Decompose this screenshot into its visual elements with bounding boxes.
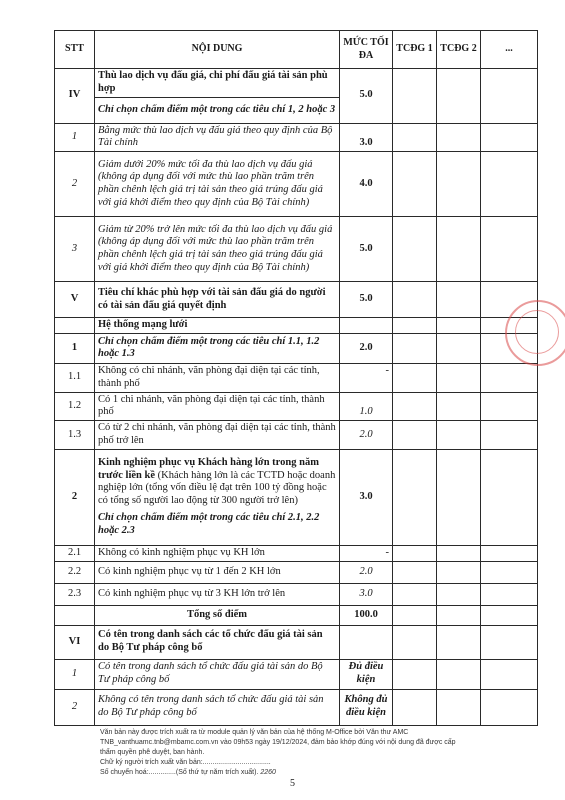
table-row	[55, 333, 538, 363]
row-content: Hệ thống mạng lưới	[95, 318, 340, 334]
row-stt: 1	[55, 333, 95, 363]
header-row	[55, 31, 538, 69]
table-row	[55, 318, 538, 334]
table-row	[55, 625, 538, 659]
row-max: 3.0	[340, 583, 393, 605]
row-max: 5.0	[340, 282, 393, 318]
footer-line-3: thẩm quyền phê duyệt, ban hành.	[100, 749, 205, 756]
row-stt	[55, 605, 95, 625]
row-more	[481, 69, 538, 124]
row-max: 1.0	[340, 392, 393, 421]
row-stt: 1.1	[55, 363, 95, 392]
row-stt: 2.3	[55, 583, 95, 605]
row-content: Chỉ chọn chấm điểm một trong các tiêu chí 1.1, 1.2 hoặc 1.3	[95, 333, 340, 363]
row-stt: 2	[55, 152, 95, 217]
row-stt: 1	[55, 123, 95, 152]
row-max: 3.0	[340, 123, 393, 152]
row-content: Có kinh nghiệm phục vụ từ 1 đến 2 KH lớn	[95, 561, 340, 583]
table-row	[55, 69, 538, 98]
row-stt: 2	[55, 689, 95, 725]
row-content	[95, 449, 340, 545]
total-value: 100.0	[340, 605, 393, 625]
header-tcdg1: TCĐG 1	[393, 31, 437, 69]
row-content: Có tên trong danh sách tổ chức đấu giá tài sản do Bộ Tư pháp công bố	[95, 659, 340, 689]
row-stt: IV	[55, 69, 95, 124]
row-content: Có từ 2 chi nhánh, văn phòng đại diện tại các tỉnh, thành phố trở lên	[95, 421, 340, 450]
row-max: 2.0	[340, 561, 393, 583]
row-max	[340, 625, 393, 659]
row-content: Giảm từ 20% trở lên mức tối đa thù lao dịch vụ đấu giá (không áp dụng đối với mức thù lao phần trăm trên phần chênh lệch giá trị tài sản theo giá trúng đấu giá với giá khởi điểm theo quy định của Bộ Tài chính)	[95, 217, 340, 282]
handwritten-number: 2260	[260, 769, 276, 776]
row-stt: 1.2	[55, 392, 95, 421]
footer-line-5: Số chuyển hoá:..............(Số thứ tự năm trích xuất). 2260	[100, 769, 276, 776]
row-max: 2.0	[340, 333, 393, 363]
row-content: Có 1 chi nhánh, văn phòng đại diện tại các tỉnh, thành phố	[95, 392, 340, 421]
row-stt: 2.1	[55, 545, 95, 561]
table-row	[55, 421, 538, 450]
row-content-sub: Chỉ chọn chấm điểm một trong các tiêu chí 2.1, 2.2 hoặc 2.3	[98, 512, 320, 536]
table-row	[55, 282, 538, 318]
extraction-footer	[100, 728, 456, 778]
table-row	[55, 392, 538, 421]
row-content: Chỉ chọn chấm điểm một trong các tiêu chí 1, 2 hoặc 3	[95, 97, 340, 123]
footer-line-2: TNB_vanthuamc.tnb@mbamc.com.vn vào 09h53 ngày 19/12/2024, đảm bảo khớp đúng với nội dung đã được cấp	[100, 739, 456, 746]
row-stt: 1	[55, 659, 95, 689]
row-tcdg2	[437, 69, 481, 124]
row-max: -	[340, 545, 393, 561]
row-stt: 1.3	[55, 421, 95, 450]
row-max: 5.0	[340, 69, 393, 124]
row-max: Không đủ điều kiện	[340, 689, 393, 725]
row-content: Có tên trong danh sách các tổ chức đấu giá tài sản do Bộ Tư pháp công bố	[95, 625, 340, 659]
row-stt: V	[55, 282, 95, 318]
header-stt: STT	[55, 31, 95, 69]
row-stt: 3	[55, 217, 95, 282]
table-row	[55, 583, 538, 605]
row-max: 3.0	[340, 449, 393, 545]
row-content: Tiêu chí khác phù hợp với tài sản đấu giá do người có tài sản đấu giá quyết định	[95, 282, 340, 318]
row-stt: VI	[55, 625, 95, 659]
header-tcdg2: TCĐG 2	[437, 31, 481, 69]
total-label: Tổng số điểm	[95, 605, 340, 625]
row-max: Đủ điều kiện	[340, 659, 393, 689]
row-content-bold: Kinh nghiệm phục vụ Khách hàng lớn trong năm trước liền kề	[98, 456, 319, 481]
row-stt: 2.2	[55, 561, 95, 583]
table-row	[55, 545, 538, 561]
row-stt: 2	[55, 449, 95, 545]
footer-line-1: Văn bản này được trích xuất ra từ module quản lý văn bản của hệ thống M-Office bởi Văn thư AMC	[100, 729, 409, 736]
row-stt	[55, 318, 95, 334]
header-more: ...	[481, 31, 538, 69]
row-max: 2.0	[340, 421, 393, 450]
row-max: -	[340, 363, 393, 392]
red-seal-stamp	[505, 300, 565, 366]
page-number: 5	[290, 778, 295, 789]
table-row	[55, 123, 538, 152]
row-content: Bằng mức thù lao dịch vụ đấu giá theo quy định của Bộ Tài chính	[95, 123, 340, 152]
header-content: NỘI DUNG	[95, 31, 340, 69]
row-content: Không có chi nhánh, văn phòng đại diện tại các tỉnh, thành phố	[95, 363, 340, 392]
table-row	[55, 659, 538, 689]
header-max: MỨC TỐI ĐA	[340, 31, 393, 69]
table-row	[55, 449, 538, 545]
footer-line-4: Chữ ký người trích xuất văn bản:...................................	[100, 759, 271, 766]
row-max: 5.0	[340, 217, 393, 282]
row-content: Không có kinh nghiệm phục vụ KH lớn	[95, 545, 340, 561]
row-tcdg1	[393, 69, 437, 124]
table-row	[55, 363, 538, 392]
table-row	[55, 152, 538, 217]
table-row	[55, 217, 538, 282]
row-content: Có kinh nghiệm phục vụ từ 3 KH lớn trở lên	[95, 583, 340, 605]
table-row	[55, 561, 538, 583]
table-row	[55, 689, 538, 725]
row-max: 4.0	[340, 152, 393, 217]
row-content: Thù lao dịch vụ đấu giá, chi phí đấu giá tài sản phù hợp	[95, 69, 340, 98]
row-content: Không có tên trong danh sách tổ chức đấu giá tài sản do Bộ Tư pháp công bố	[95, 689, 340, 725]
row-content: Giảm dưới 20% mức tối đa thù lao dịch vụ đấu giá (không áp dụng đối với mức thù lao phần trăm trên phần chênh lệch giá trị tài sản theo giá trúng đấu giá với giá khởi điểm theo quy định của Bộ Tài chính)	[95, 152, 340, 217]
row-content-rest: (Khách hàng lớn là các TCTD hoặc doanh nghiệp lớn (tổng vốn điều lệ đạt trên 100 tỷ đồng hoặc có tổng số người lao động từ 300 người trở lên)	[98, 469, 336, 507]
total-row	[55, 605, 538, 625]
scoring-table	[54, 30, 538, 726]
